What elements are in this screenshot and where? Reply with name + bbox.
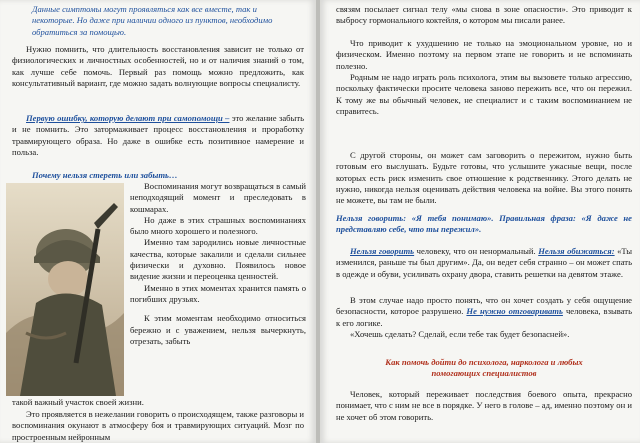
signal-paragraph: связям посылает сигнал телу «мы снова в зоне опасности». Это приводит к выбросу гормонального коктейля, о котором мы писали ранее. [336,4,632,26]
right-page [320,0,640,443]
relatives-paragraph: Родным не надо играть роль психолога, этим вы вызовете только агрессию, поскольку фактически просите человека заново пережить все, что он пережил. К тому же вы обычный человек, не специалист и с таким воспоминанием не справитесь. [336,72,632,116]
worsening-paragraph: Что приводит к ухудшению не только на эмоциональном уровне, но и физическом. Именно поэтому на первом этапе не говорить и не вспоминать полезно. [336,38,632,71]
safety-paragraph: В этом случае надо просто понять, что он хочет создать у себя ощущение безопасности, которое разрушено. Не нужно отговаривать человека, взывать к его логике. [336,295,632,328]
left-page [0,0,316,443]
help-heading: Как помочь дойти до психолога, нарколога и любых помогающих специалистов [385,357,583,379]
listen-paragraph: С другой стороны, он может сам заговорить о пережитом, нужно быть готовым его выслушать. Будьте готовы, что услышите ужасные вещи, после которых есть риск изменить свое отношение к родственнику. Этого делать не нужно, никогда нельзя оценивать действия человека на войне. Вы этого понять не можете, вы там не были. [336,150,632,206]
quote-paragraph: «Хочешь сделать? Сделай, если тебе так будет безопасней». [350,329,570,339]
first-mistake-paragraph: Первую ошибку, которую делают при самопомощи – это желание забыть и не помнить. Это затормаживает процесс восстановления и проработку травмирующего образа. Но даже в ошибке есть позитивное намерение и польза. [12,113,304,157]
intro-italic-text: Данные симптомы могут проявляться как все вместе, так и некоторые. Но даже при наличии одного из пунктов, необходимо обратиться за помощью. [32,4,273,37]
do-not-say-paragraph: Нельзя говорить человеку, что он ненормальный. Нельзя обижаться: «Ты изменился, раньше ты был другим». Да, он ведет себя странно – он может спать в одежде и обуви, усиливать охрану двора, ставить решетки на девятом этаже. [336,246,633,279]
reluctance-paragraph: Это проявляется в нежелании говорить о происходящем, также разговоры и воспоминания окунают в атмосферу боя и травмирующих ситуаций. Мозг по простроенным нейронным [12,409,304,442]
do-not-say-callout: Нельзя говорить: «Я тебя понимаю». Правильная фраза: «Я даже не представляю себе, что ты пережил». [336,213,632,235]
recovery-paragraph: Нужно помнить, что длительность восстановления зависит не только от физиологических и личностных особенностей, но и от наличия знаний о том, как лучше себе помочь. Первый раз помощь можно предложить, как консультативный вариант, где можно задать волнующие вопросы специалисту. [12,44,304,88]
memories-column: Воспоминания могут возвращаться в самый неподходящий момент и преследовать в кошмарах. Но даже в этих страшных воспоминаниях было много хорошего и полезного. Именно там зародились новые личностные качества, которые закалили и сделали сильнее физически и духовно. Появилось новое видение жизни и переоценка ценностей. Именно в этих моментах хранится память о погибших друзьях. К этим моментам необходимо относиться бережно и с уважением, нельзя вычеркнуть, отрезать, забыть [130,181,306,346]
important-part-line: такой важный участок своей жизни. [12,397,144,407]
why-heading: Почему нельзя стереть или забыть… [32,170,178,180]
combat-experience-paragraph: Человек, который переживает последствия боевого опыта, прекрасно понимает, что с ним не все в порядке. У него в голове – ад, именно поэтому он и не хочет об этом говорить. [336,389,632,422]
soldier-illustration [6,183,124,396]
